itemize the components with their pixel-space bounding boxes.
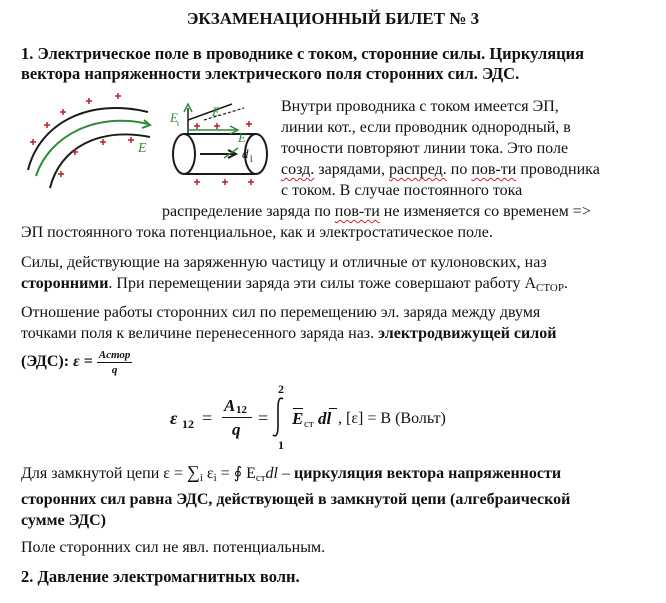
paragraph-2 (21, 252, 651, 299)
paragraph-1-right (281, 96, 641, 201)
p1-line-5: с током. В случае постоянного тока (281, 182, 523, 199)
question-1-heading (21, 44, 651, 84)
paragraph-3 (21, 302, 651, 377)
integral-sign (270, 396, 286, 438)
curved-conductor-figure (20, 92, 160, 202)
paragraph-4 (21, 462, 651, 531)
p1-line-6: распределение заряда по пов-ти не изменяется со временем => (162, 203, 591, 220)
dl-sub: l (250, 154, 253, 164)
p1-line-1: Внутри проводника с током имеется ЭП, (281, 98, 559, 115)
p4-line-3: сумме ЭДС) (21, 512, 106, 529)
p4-line-1: Для замкнутой цепи $\varepsilon = \sum_i$ $\varepsilon_i$ = ∮ $E_{ст}dl$ – циркуляция вектора напряженности (21, 462, 562, 484)
dl-label: d (242, 146, 249, 161)
cylinder-conductor-figure (164, 94, 280, 206)
p1-line-2: линии кот., если проводник однородный, в (281, 119, 571, 136)
top-e-sub: t (177, 119, 180, 128)
p3-line-3: (ЭДС): ε = $\frac{\text{Aстор}}{q}$ (21, 349, 131, 376)
heading-line-1: 1. Электрическое поле в проводнике с током, сторонние силы. Циркуляция (21, 44, 585, 63)
emf-integral-formula: ε 12 = A 12 q = 2 1 E ст dl , [ε] = В (Вольт) (170, 382, 446, 452)
question-2-heading: 2. Давление электромагнитных волн. (21, 567, 300, 586)
p3-line-2: точками поля к величине перенесенного заряда наз. электродвижущей силой (21, 325, 557, 342)
page-title: ЭКЗАМЕНАЦИОННЫЙ БИЛЕТ № 3 (186, 9, 480, 28)
emf-fraction: $\frac{\text{Aстор}}{q}$ (98, 349, 131, 376)
top-e-label: E (170, 110, 178, 125)
p4-line-2: сторонних сил равна ЭДС, действующей в замкнутой цепи (алгебраической (21, 491, 571, 508)
mid-e-label: E (212, 104, 220, 119)
left-e-label: E (138, 141, 147, 156)
p2-line-2: сторонними. При перемещении заряда эти силы тоже совершают работу $A_{СТОР}$. (21, 275, 568, 294)
p3-line-1: Отношение работы сторонних сил по перемещению эл. заряда между двумя (21, 304, 541, 321)
p1-line-7: ЭП постоянного тока потенциальное, как и электростатическое поле. (21, 224, 493, 241)
paragraph-5: Поле сторонних сил не явл. потенциальным. (21, 539, 326, 556)
right-e-label: E (238, 130, 246, 145)
p2-line-1: Силы, действующие на заряженную частицу и отличные от кулоновских, наз (21, 254, 547, 271)
p1-line-4: созд. зарядами, распред. по пов-ти проводника (281, 161, 600, 178)
heading-line-2: вектора напряженности электрического поля сторонних сил. ЭДС. (21, 64, 520, 83)
p1-line-3: точности повторяют линии тока. Это поле (281, 140, 569, 157)
